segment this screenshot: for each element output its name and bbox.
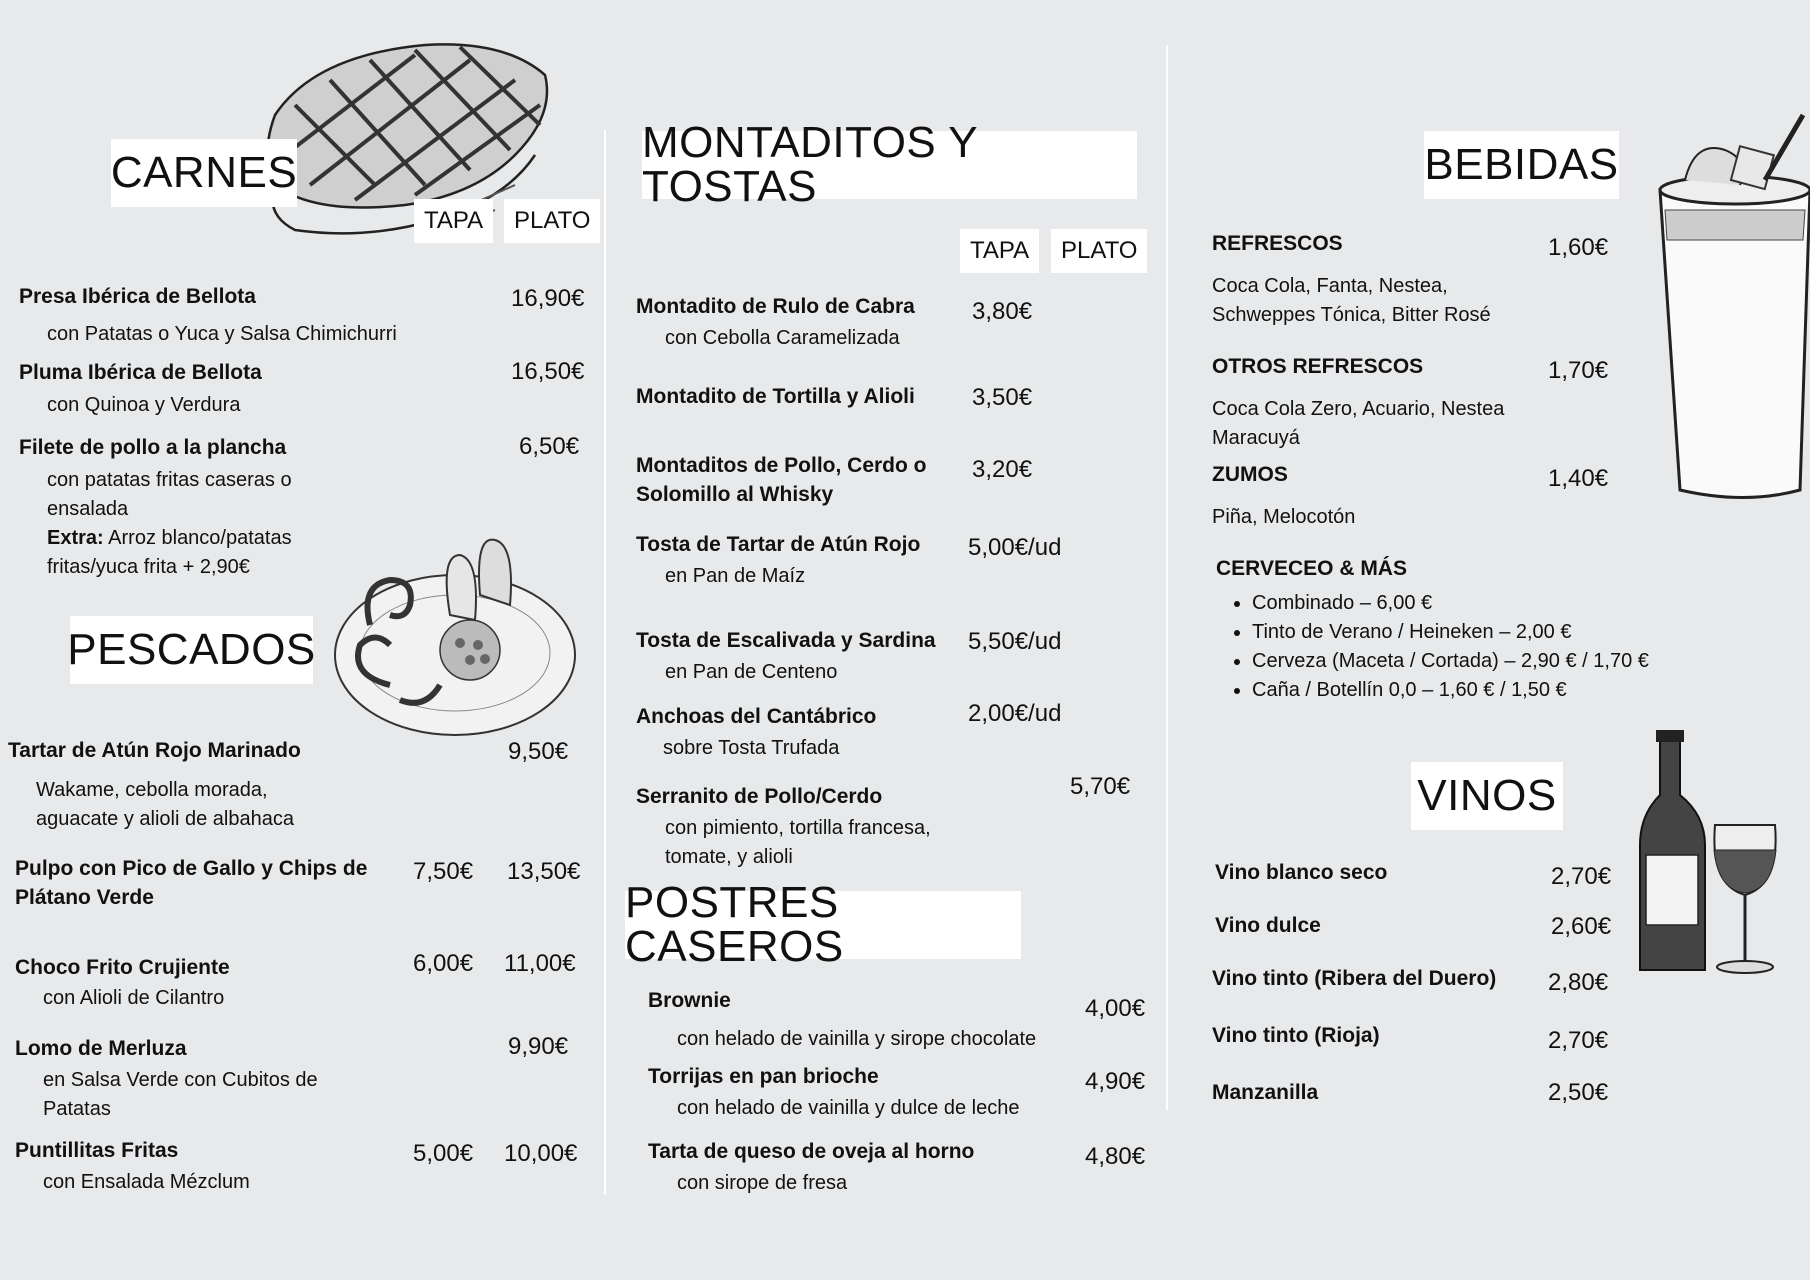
cerveceo-title: CERVECEO & MÁS: [1216, 557, 1407, 580]
extra-text: Arroz blanco/patatas fritas/yuca frita + 2,90€: [47, 527, 292, 578]
bebidas-item-price: 1,70€: [1548, 357, 1609, 384]
montaditos-item-tapa: 3,80€: [972, 298, 1033, 325]
vinos-item-price: 2,80€: [1548, 969, 1609, 996]
carnes-item-name: Filete de pollo a la plancha: [19, 436, 287, 459]
montaditos-item-name: Serranito de Pollo/Cerdo: [636, 785, 883, 808]
carnes-item-extra: [47, 524, 312, 582]
carnes-item-desc: con Patatas o Yuca y Salsa Chimichurri: [47, 323, 397, 345]
carnes-item-name: Pluma Ibérica de Bellota: [19, 361, 262, 384]
extra-label: Extra:: [47, 527, 104, 549]
vinos-item-name: Vino dulce: [1215, 914, 1321, 937]
montaditos-item-plato: 5,70€: [1070, 773, 1131, 800]
montaditos-item-tapa: 2,00€/ud: [968, 700, 1062, 727]
carnes-title: CARNES: [111, 139, 297, 207]
pescados-item-name: Puntillitas Fritas: [15, 1139, 179, 1162]
pescados-item-name: Pulpo con Pico de Gallo y Chips de Plátano Verde: [15, 857, 368, 909]
postres-item-price: 4,90€: [1085, 1068, 1146, 1095]
bebidas-item-desc: Coca Cola Zero, Acuario, Nestea Maracuyá: [1212, 398, 1505, 449]
montaditos-item-name: Tosta de Tartar de Atún Rojo: [636, 533, 921, 556]
postres-item-name: Torrijas en pan brioche: [648, 1065, 879, 1088]
wine-bottle-glass-icon: [1640, 725, 1805, 985]
montaditos-item-desc: sobre Tosta Trufada: [663, 737, 840, 759]
octopus-dish-icon: [330, 535, 580, 745]
montaditos-item-tapa: 3,50€: [972, 384, 1033, 411]
vinos-item-price: 2,70€: [1551, 863, 1612, 890]
montaditos-item-tapa: 5,50€/ud: [968, 628, 1062, 655]
pescados-item-plato: 10,00€: [504, 1140, 578, 1167]
divider-right: [1166, 45, 1168, 1110]
montaditos-item-name: Montaditos de Pollo, Cerdo o Solomillo al Whisky: [636, 454, 927, 506]
pescados-title: PESCADOS: [70, 616, 313, 684]
postres-item-desc: con sirope de fresa: [677, 1172, 848, 1194]
montaditos-item-desc: en Pan de Centeno: [665, 661, 838, 683]
montaditos-item-name: Tosta de Escalivada y Sardina: [636, 629, 936, 652]
vinos-item-price: 2,70€: [1548, 1027, 1609, 1054]
carnes-item-desc: con Quinoa y Verdura: [47, 394, 241, 416]
carnes-item-price: 6,50€: [519, 433, 580, 460]
vinos-item-name: Vino tinto (Rioja): [1212, 1024, 1380, 1047]
pescados-item-name: Tartar de Atún Rojo Marinado: [8, 739, 301, 762]
bebidas-item-desc: Coca Cola, Fanta, Nestea, Schweppes Tónica, Bitter Rosé: [1212, 275, 1491, 326]
bebidas-item-name: OTROS REFRESCOS: [1212, 355, 1424, 378]
carnes-item-price: 16,50€: [511, 358, 585, 385]
bebidas-item-price: 1,60€: [1548, 234, 1609, 261]
pescados-item-name: Lomo de Merluza: [15, 1037, 187, 1060]
vinos-item-name: Vino tinto (Ribera del Duero): [1212, 967, 1497, 990]
montaditos-item-desc: con Cebolla Caramelizada: [665, 327, 900, 349]
bebidas-item-desc: Piña, Melocotón: [1212, 506, 1356, 528]
carnes-item-name: Presa Ibérica de Bellota: [19, 285, 256, 308]
pescados-item-desc: en Salsa Verde con Cubitos de Patatas: [43, 1069, 318, 1120]
postres-title: POSTRES CASEROS: [625, 891, 1021, 959]
cerveceo-item: • Caña / Botellín 0,0 – 1,60 € / 1,50 €: [1252, 676, 1649, 705]
montaditos-item-name: Montadito de Tortilla y Alioli: [636, 385, 915, 408]
vinos-item-price: 2,60€: [1551, 913, 1612, 940]
pescados-item-tapa: 7,50€: [413, 858, 474, 885]
postres-item-name: Brownie: [648, 989, 731, 1012]
postres-item-price: 4,00€: [1085, 995, 1146, 1022]
postres-item-desc: con helado de vainilla y sirope chocolate: [677, 1028, 1037, 1050]
montaditos-col-plato: PLATO: [1051, 229, 1147, 273]
divider-left: [604, 130, 606, 1195]
cerveceo-item: • Combinado – 6,00 €: [1252, 589, 1649, 618]
postres-item-name: Tarta de queso de oveja al horno: [648, 1140, 975, 1163]
pescados-item-desc: con Alioli de Cilantro: [43, 987, 225, 1009]
vinos-item-name: Manzanilla: [1212, 1081, 1319, 1104]
postres-item-price: 4,80€: [1085, 1143, 1146, 1170]
pescados-item-plato: 13,50€: [507, 858, 581, 885]
bebidas-item-price: 1,40€: [1548, 465, 1609, 492]
bebidas-item-name: ZUMOS: [1212, 463, 1288, 486]
bebidas-item-name: REFRESCOS: [1212, 232, 1343, 255]
vinos-item-name: Vino blanco seco: [1215, 861, 1388, 884]
montaditos-item-name: Anchoas del Cantábrico: [636, 705, 877, 728]
cerveceo-list: [1216, 589, 1649, 705]
postres-item-desc: con helado de vainilla y dulce de leche: [677, 1097, 1020, 1119]
pescados-item-name: Choco Frito Crujiente: [15, 956, 230, 979]
vinos-item-price: 2,50€: [1548, 1079, 1609, 1106]
montaditos-item-tapa: 5,00€/ud: [968, 534, 1062, 561]
vinos-title: VINOS: [1411, 762, 1563, 830]
montaditos-item-tapa: 3,20€: [972, 456, 1033, 483]
carnes-col-plato: PLATO: [504, 199, 600, 243]
pescados-item-desc: con Ensalada Mézclum: [43, 1171, 250, 1193]
pescados-item-desc: Wakame, cebolla morada, aguacate y alioli de albahaca: [36, 779, 294, 830]
pescados-item-tapa: 6,00€: [413, 950, 474, 977]
carnes-col-tapa: TAPA: [414, 199, 493, 243]
pescados-item-plato: 9,50€: [508, 738, 569, 765]
cerveceo-item: • Cerveza (Maceta / Cortada) – 2,90 € / 1,70 €: [1252, 647, 1649, 676]
bebidas-title: BEBIDAS: [1424, 131, 1619, 199]
montaditos-item-desc: en Pan de Maíz: [665, 565, 806, 587]
carnes-item-desc: con patatas fritas caseras o ensalada: [47, 469, 292, 520]
carnes-item-price: 16,90€: [511, 285, 585, 312]
pescados-item-plato: 11,00€: [504, 950, 576, 977]
montaditos-col-tapa: TAPA: [960, 229, 1039, 273]
pescados-item-tapa: 5,00€: [413, 1140, 474, 1167]
montaditos-title: MONTADITOS Y TOSTAS: [642, 131, 1137, 199]
cocktail-glass-icon: [1655, 110, 1810, 510]
montaditos-item-desc: con pimiento, tortilla francesa, tomate, y alioli: [665, 817, 931, 868]
pescados-item-plato: 9,90€: [508, 1033, 569, 1060]
montaditos-item-name: Montadito de Rulo de Cabra: [636, 295, 915, 318]
cerveceo-item: • Tinto de Verano / Heineken – 2,00 €: [1252, 618, 1649, 647]
